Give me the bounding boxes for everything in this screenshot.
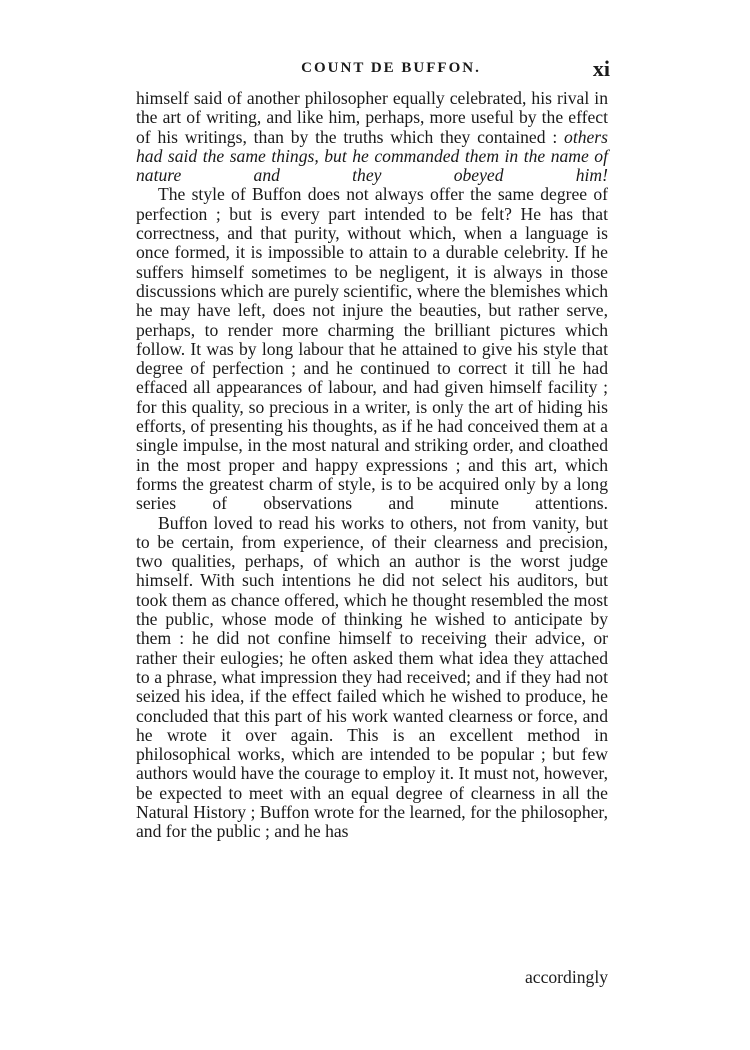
body-text [136, 89, 608, 842]
paragraph-3: Buffon loved to read his works to others, not from vanity, but to be certain, from experience, of their clearness and precision, two qualities, perhaps, of which an author is the worst judge himself. With such intentions he did not select his auditors, but took them as chance offered, which he thought resembled the most the public, whose mode of thinking he wished to anticipate by them : he did not confine himself to receiving their advice, or rather their eulogies; he often asked them what idea they attached to a phrase, what impression they had received; and if they had not seized his idea, if the effect failed which he wished to produce, he concluded that this part of his work wanted clearness or force, and he wrote it over again. This is an excellent method in philosophical works, which are intended to be popular ; but few authors would have the courage to employ it. It must not, however, be expected to meet with an equal degree of clearness in all the Natural History ; Buffon wrote for the learned, for the philosopher, and for the public ; and he has [136, 512, 608, 842]
paragraph-1 [136, 89, 608, 185]
paragraph-1-text: himself said of another philosopher equally celebrated, his rival in the art of writing, and like him, perhaps, more useful by the effect of his writings, than by the truths which they contained : [136, 88, 608, 147]
paragraph-2: The style of Buffon does not always offer the same degree of perfection ; but is every part intended to be felt? He has that correctness, and that purity, without which, when a language is once formed, it is impossible to attain to a durable celebrity. If he suffers himself sometimes to be negligent, it is always in those discussions which are purely scientific, where the blemishes which he may have left, does not injure the beauties, but rather serve, perhaps, to render more charming the brilliant pictures which follow. It was by long labour that he attained to give his style that degree of perfection ; and he continued to correct it till he had effaced all appearances of labour, and had given himself facility ; for this quality, so precious in a writer, is only the art of hiding his efforts, of presenting his thoughts, as if he had conceived them at a single impulse, in the most natural and striking order, and cloathed in the most proper and happy expressions ; and this art, which forms the greatest charm of style, is to be acquired only by a long series of observations and minute attentions. [136, 184, 608, 514]
page-header [132, 56, 610, 86]
catchword: accordingly [524, 967, 608, 987]
running-title: COUNT DE BUFFON. [301, 60, 481, 76]
page-number: xi [592, 56, 610, 81]
paragraph-1-italic-quote: others had said the same things, but he commanded them in the name of nature and they obeyed him! [136, 126, 608, 186]
